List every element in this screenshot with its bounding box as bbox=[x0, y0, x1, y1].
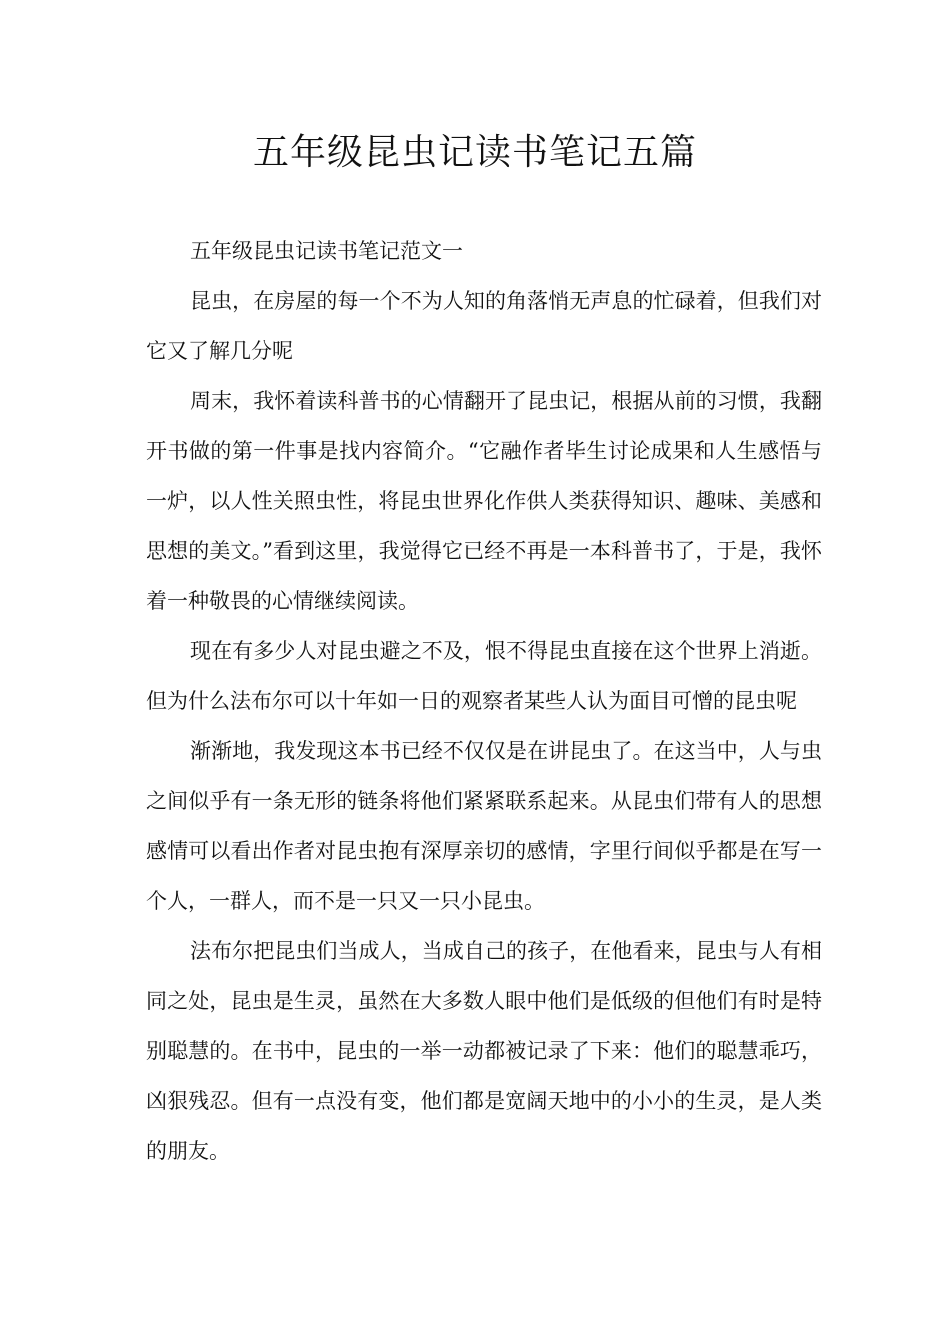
paragraph-intro: 昆虫，在房屋的每一个不为人知的角落悄无声息的忙碌着，但我们对它又了解几分呢 bbox=[146, 289, 822, 363]
document-body bbox=[146, 226, 822, 1176]
document-title: 五年级昆虫记读书笔记五篇 bbox=[252, 132, 697, 173]
paragraph-why-fabre: 现在有多少人对昆虫避之不及，恨不得昆虫直接在这个世界上消逝。但为什么法布尔可以十年如一日的观察者某些人认为面目可憎的昆虫呢 bbox=[146, 639, 822, 713]
paragraph-weekend: 周末，我怀着读科普书的心情翻开了昆虫记，根据从前的习惯，我翻开书做的第一件事是找内容简介。“它融作者毕生讨论成果和人生感悟与一炉，以人性关照虫性，将昆虫世界化作供人类获得知识、趣味、美感和思想的美文。”看到这里，我觉得它已经不再是一本科普书了，于是，我怀着一种敬畏的心情继续阅读。 bbox=[146, 389, 822, 613]
paragraph-subheading: 五年级昆虫记读书笔记范文一 bbox=[190, 239, 463, 263]
paragraph-fabre-view: 法布尔把昆虫们当成人，当成自己的孩子，在他看来，昆虫与人有相同之处，昆虫是生灵，虽然在大多数人眼中他们是低级的但他们有时是特别聪慧的。在书中，昆虫的一举一动都被记录了下来：他们的聪慧乖巧，凶狠残忍。但有一点没有变，他们都是宽阔天地中的小小的生灵，是人类的朋友。 bbox=[146, 939, 822, 1163]
paragraph-human-insect: 渐渐地，我发现这本书已经不仅仅是在讲昆虫了。在这当中，人与虫之间似乎有一条无形的链条将他们紧紧联系起来。从昆虫们带有人的思想感情可以看出作者对昆虫抱有深厚亲切的感情，字里行间似乎都是在写一个人，一群人，而不是一只又一只小昆虫。 bbox=[146, 739, 822, 913]
